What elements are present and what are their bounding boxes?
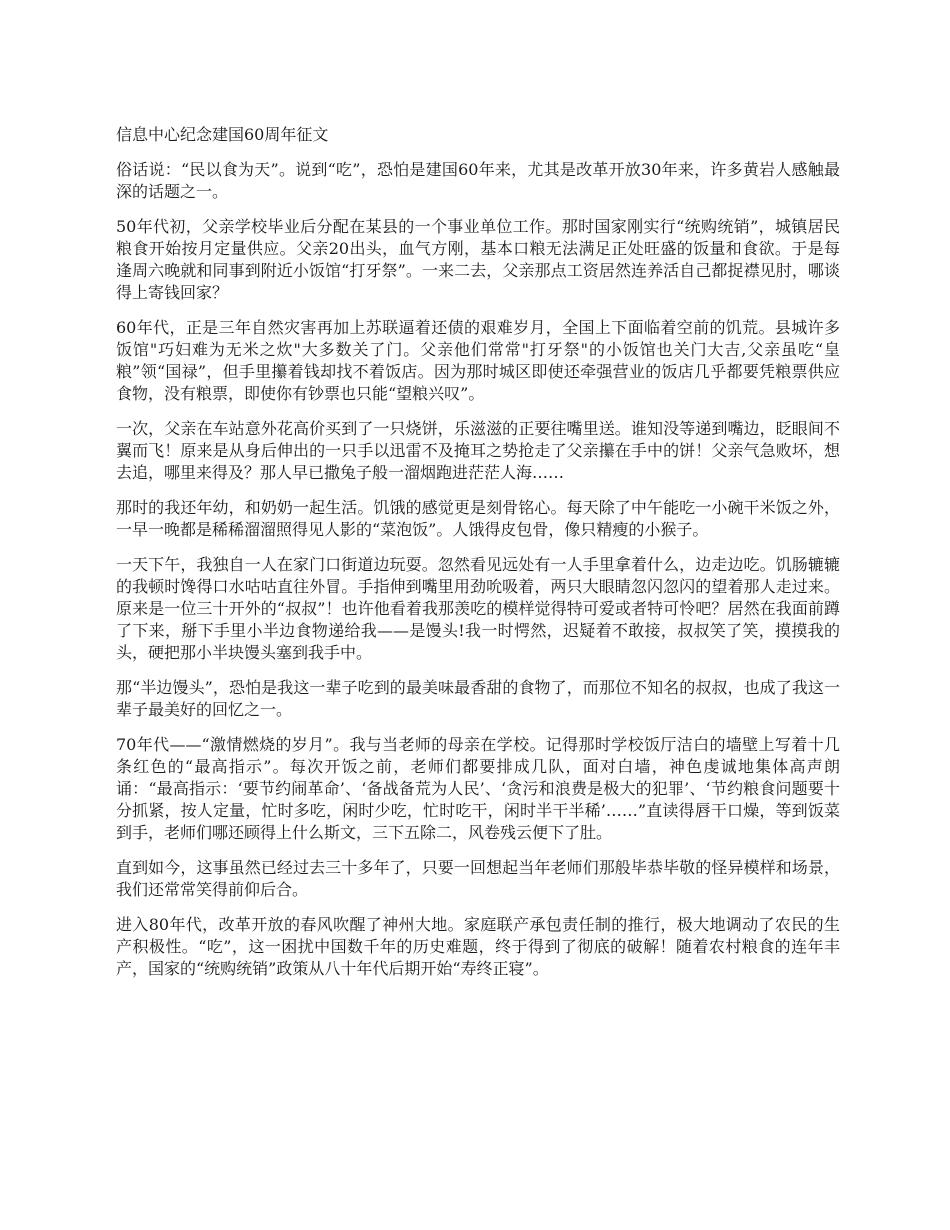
paragraph-3: 60年代，正是三年自然灾害再加上苏联逼着还债的艰难岁月，全国上下面临着空前的饥荒。县城许多饭馆"巧妇难为无米之炊"大多数关了门。父亲他们常常"打牙祭"的小饭馆也关门大吉,父亲虽吃“皇粮”领“国禄”，但手里攥着钱却找不着饭店。因为那时城区即使还牵强营业的饭店几乎都要凭粮票供应食物，没有粮票，即使你有钞票也只能“望粮兴叹”。 [116, 318, 840, 403]
paragraph-6: 一天下午，我独自一人在家门口街道边玩耍。忽然看见远处有一人手里拿着什么，边走边吃。饥肠辘辘的我顿时馋得口水咕咕直往外冒。手指伸到嘴里用劲吮吸着，两只大眼睛忽闪忽闪的望着那人走过来。原来是一位三十开外的“叔叔”！也许他看着我那羡吃的模样觉得特可爱或者特可怜吧？居然在我面前蹲了下来，掰下手里小半边食物递给我——是馒头!我一时愕然，迟疑着不敢接，叔叔笑了笑，摸摸我的头，硬把那小半块馒头塞到我手中。 [116, 555, 840, 662]
paragraph-4: 一次，父亲在车站意外花高价买到了一只烧饼，乐滋滋的正要往嘴里送。谁知没等递到嘴边，眨眼间不翼而飞！原来是从身后伸出的一只手以迅雷不及掩耳之势抢走了父亲攥在手中的饼！父亲气急败坏，想去追，哪里来得及？那人早已撒兔子般一溜烟跑进茫茫人海…… [116, 419, 840, 482]
paragraph-5: 那时的我还年幼，和奶奶一起生活。饥饿的感觉更是刻骨铭心。每天除了中午能吃一小碗干米饭之外，一早一晚都是稀稀溜溜照得见人影的“菜泡饭”。人饿得皮包骨，像只精瘦的小猴子。 [116, 498, 840, 539]
paragraph-7: 那“半边馒头”，恐怕是我这一辈子吃到的最美味最香甜的食物了，而那位不知名的叔叔，也成了我这一辈子最美好的回忆之一。 [116, 678, 840, 719]
paragraph-1: 俗话说：“民以食为天”。说到“吃”，恐怕是建国60年来，尤其是改革开放30年来，许多黄岩人感触最深的话题之一。 [116, 160, 840, 201]
document-page [116, 124, 840, 993]
document-title: 信息中心纪念建国60周年征文 [116, 125, 329, 144]
paragraph-2: 50年代初，父亲学校毕业后分配在某县的一个事业单位工作。那时国家刚实行“统购统销”，城镇居民粮食开始按月定量供应。父亲20出头，血气方刚，基本口粮无法满足正处旺盛的饭量和食欲。于是每逢周六晚就和同事到附近小饭馆“打牙祭”。一来二去，父亲那点工资居然连养活自己都捉襟见肘，哪谈得上寄钱回家？ [116, 217, 840, 302]
paragraph-9: 直到如今，这事虽然已经过去三十多年了，只要一回想起当年老师们那般毕恭毕敬的怪异模样和场景，我们还常常笑得前仰后合。 [116, 858, 840, 899]
paragraph-10: 进入80年代，改革开放的春风吹醒了神州大地。家庭联产承包责任制的推行，极大地调动了农民的生产积极性。“吃”，这一困扰中国数千年的历史难题，终于得到了彻底的破解！随着农村粮食的连年丰产，国家的“统购统销”政策从八十年代后期开始“寿终正寝”。 [116, 915, 840, 978]
paragraph-8: 70年代——“激情燃烧的岁月”。我与当老师的母亲在学校。记得那时学校饭厅洁白的墙壁上写着十几条红色的“最高指示”。每次开饭之前，老师们都要排成几队，面对白墙，神色虔诚地集体高声朗诵：“最高指示：‘要节约闹革命’、‘备战备荒为人民’、‘贪污和浪费是极大的犯罪’、‘节约粮食问题要十分抓紧，按人定量，忙时多吃，闲时少吃，忙时吃干，闲时半干半稀’……”直读得唇干口燥，等到饭菜到手，老师们哪还顾得上什么斯文，三下五除二，风卷残云便下了肚。 [116, 735, 840, 842]
